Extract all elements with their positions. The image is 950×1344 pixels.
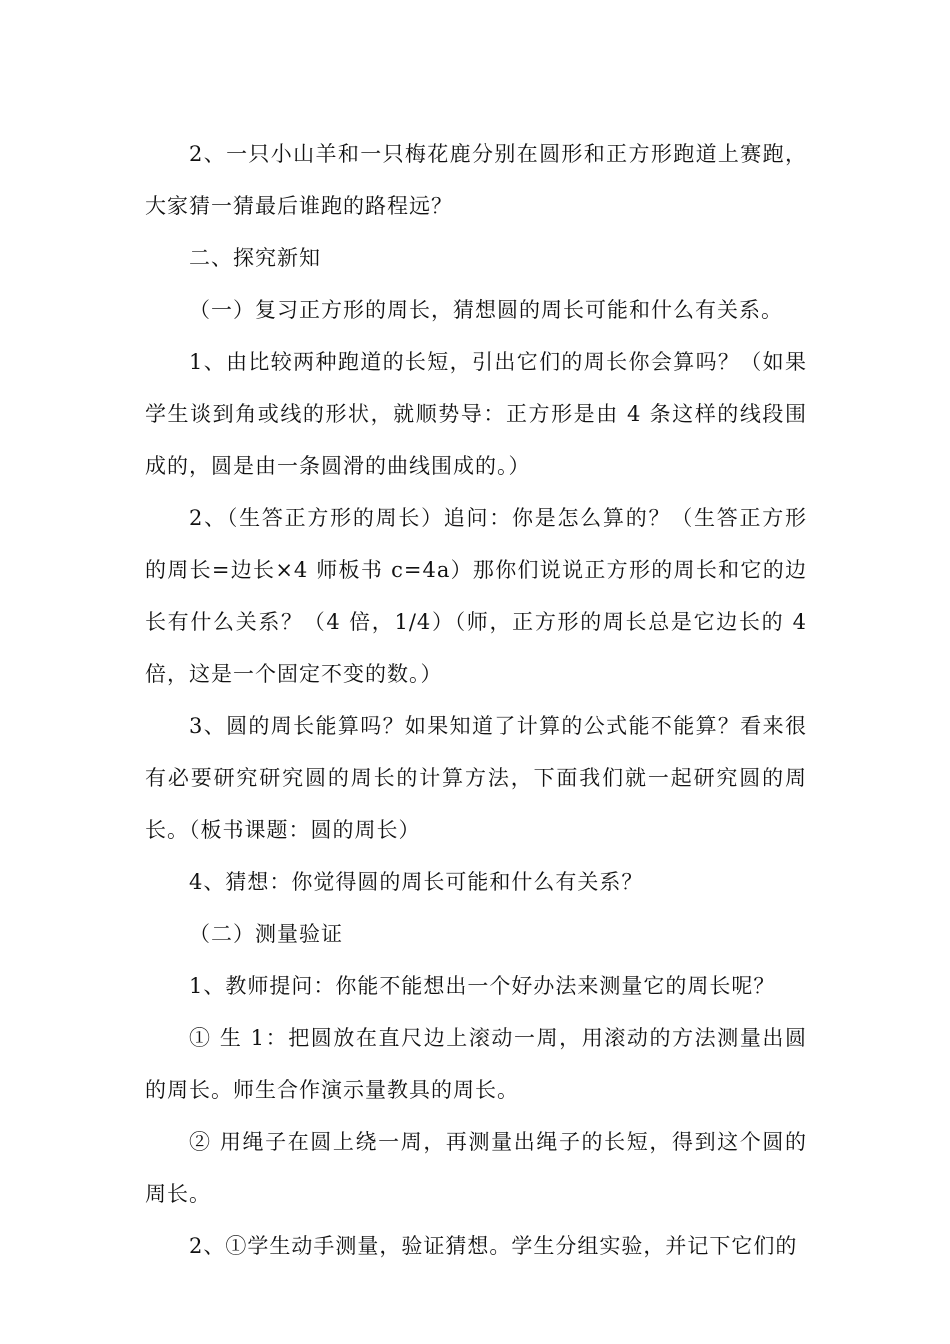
paragraph-circle-perimeter: 3、圆的周长能算吗？如果知道了计算的公式能不能算？看来很有必要研究研究圆的周长的计算方法，下面我们就一起研究圆的周长。（板书课题：圆的周长） xyxy=(145,714,807,842)
paragraph-rolling-method: ① 生 1：把圆放在直尺边上滚动一周，用滚动的方法测量出圆的周长。师生合作演示量教具的周长。 xyxy=(145,1026,807,1102)
subsection-heading-review: （一）复习正方形的周长，猜想圆的周长可能和什么有关系。 xyxy=(189,298,783,322)
paragraph-compare-tracks: 1、由比较两种跑道的长短，引出它们的周长你会算吗？（如果学生谈到角或线的形状，就顺势导：正方形是由 4 条这样的线段围成的，圆是由一条圆滑的曲线围成的。） xyxy=(145,350,807,478)
section-heading-explore: 二、探究新知 xyxy=(189,246,321,270)
paragraph-rope-method: ② 用绳子在圆上绕一周，再测量出绳子的长短，得到这个圆的周长。 xyxy=(145,1130,807,1206)
subsection-heading-measure: （二）测量验证 xyxy=(189,922,343,946)
paragraph-group-experiment: 2、①学生动手测量，验证猜想。学生分组实验，并记下它们的 xyxy=(189,1234,798,1258)
document-body xyxy=(145,128,807,1272)
paragraph-guess: 4、猜想：你觉得圆的周长可能和什么有关系？ xyxy=(189,870,644,894)
paragraph-square-perimeter: 2、（生答正方形的周长）追问：你是怎么算的？（生答正方形的周长=边长×4 师板书 c=4a）那你们说说正方形的周长和它的边长有什么关系？（4 倍，1/4）（师，正方形的周长总是它边长的 4 倍，这是一个固定不变的数。） xyxy=(145,506,807,686)
paragraph-race-question: 2、一只小山羊和一只梅花鹿分别在圆形和正方形跑道上赛跑，大家猜一猜最后谁跑的路程远？ xyxy=(145,142,807,218)
paragraph-teacher-question: 1、教师提问：你能不能想出一个好办法来测量它的周长呢？ xyxy=(189,974,776,998)
